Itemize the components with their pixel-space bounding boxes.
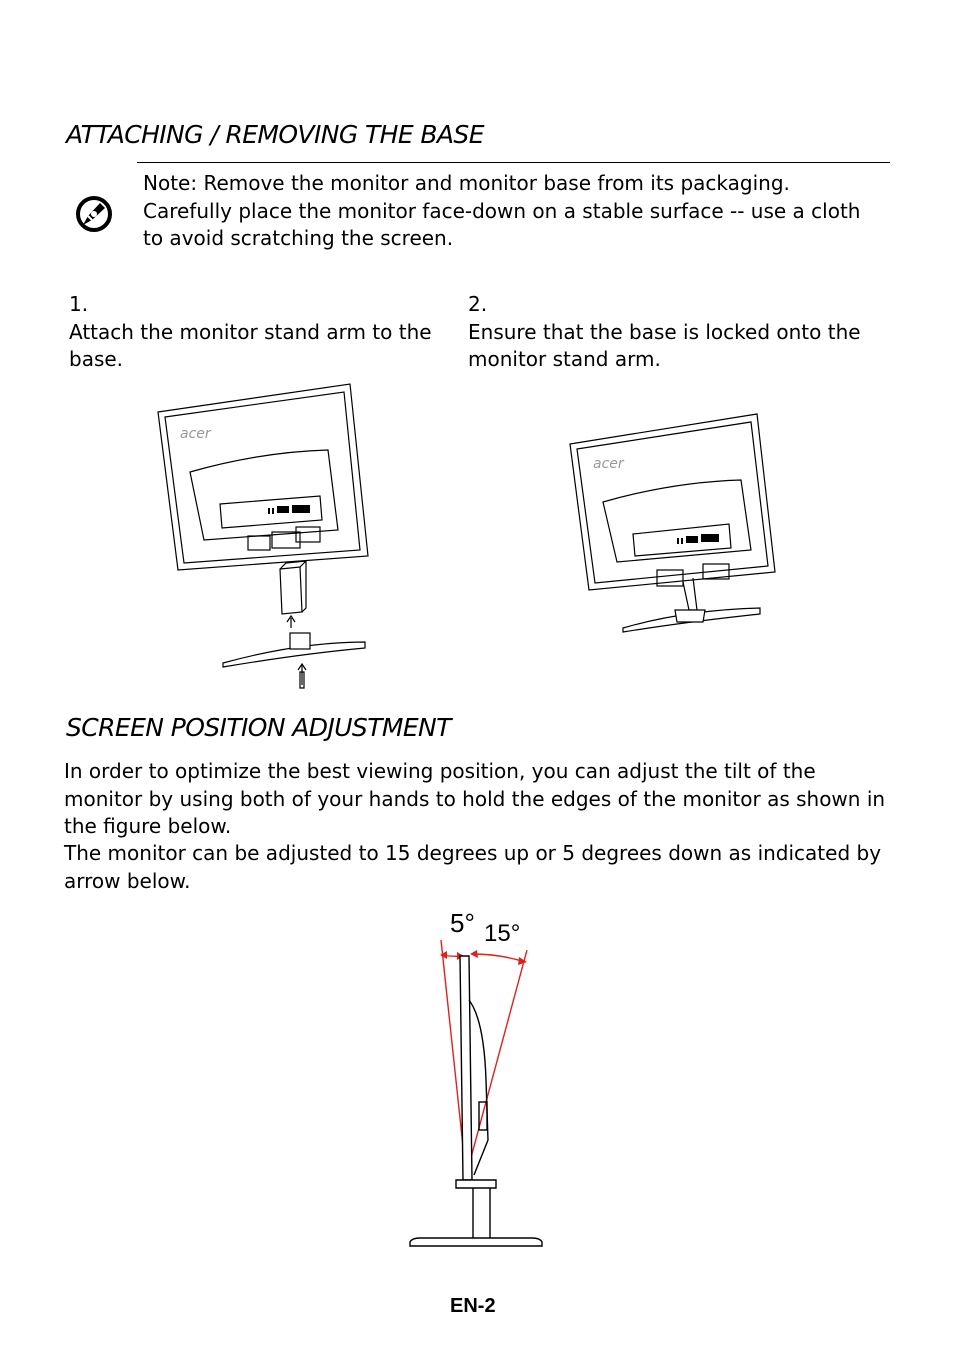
tilt-up-label: 15° bbox=[484, 920, 521, 947]
acer-logo-1: acer bbox=[180, 426, 211, 442]
step-1 bbox=[69, 291, 459, 374]
page-number: EN-2 bbox=[450, 1295, 496, 1317]
step-2 bbox=[468, 291, 898, 374]
section-heading-screen-position: SCREEN POSITION ADJUSTMENT bbox=[66, 713, 451, 742]
step-1-text: Attach the monitor stand arm to the base. bbox=[69, 319, 432, 371]
note-text: Note: Remove the monitor and monitor base from its packaging. Carefully place the monitor face-down on a stable surface -- use a cloth to avoid scratching the screen. bbox=[143, 171, 861, 250]
note-pencil-icon bbox=[74, 194, 114, 234]
step-2-number: 2. bbox=[468, 292, 488, 316]
adjustment-paragraph-2: The monitor can be adjusted to 15 degrees up or 5 degrees down as indicated by arrow below. bbox=[64, 841, 882, 893]
acer-logo-2: acer bbox=[593, 456, 624, 472]
heading-divider bbox=[137, 162, 890, 163]
tilt-side-illustration bbox=[400, 940, 550, 1255]
attach-stand-illustration bbox=[150, 380, 380, 695]
adjustment-paragraph-1: In order to optimize the best viewing position, you can adjust the tilt of the monitor by using both of your hands to hold the edges of the monitor as shown in the figure below. bbox=[64, 759, 886, 838]
tilt-down-label: 5° bbox=[450, 908, 475, 938]
section-heading-attaching-base: ATTACHING / REMOVING THE BASE bbox=[66, 120, 484, 149]
step-2-text: Ensure that the base is locked onto the monitor stand arm. bbox=[468, 319, 861, 371]
base-locked-illustration bbox=[565, 410, 780, 640]
step-1-number: 1. bbox=[69, 292, 89, 316]
